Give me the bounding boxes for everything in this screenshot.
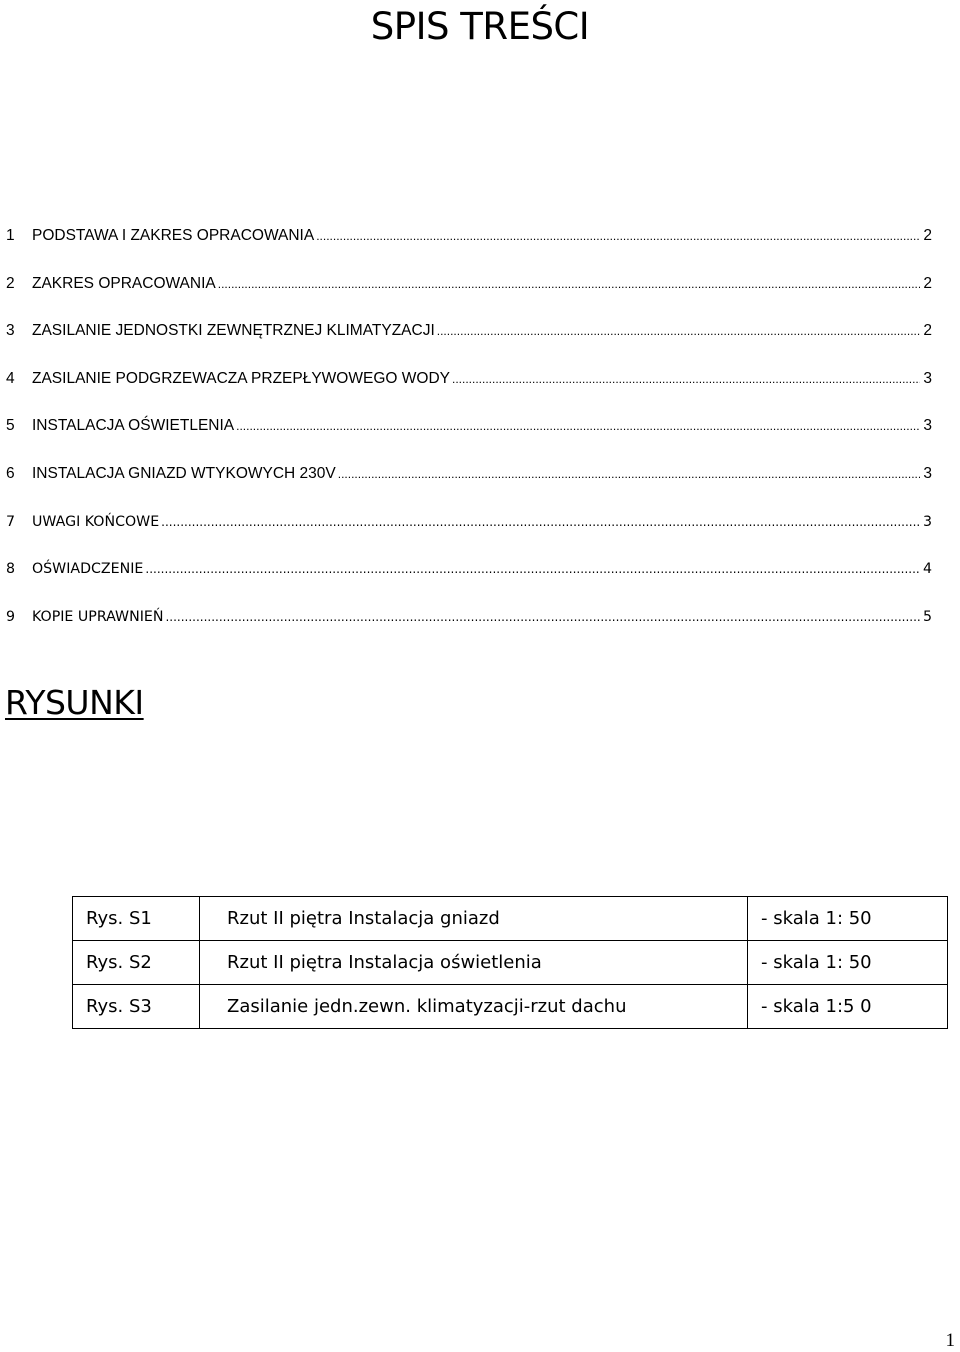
toc-dot-leader	[236, 412, 920, 440]
toc-entry-title: PODSTAWA I ZAKRES OPRACOWANIA	[32, 227, 315, 244]
toc-dot-leader	[338, 460, 920, 488]
toc-entry-number: 8	[6, 561, 16, 578]
table-row	[73, 985, 948, 1029]
drawing-scale: - skala 1: 50	[748, 941, 948, 985]
toc-entry-number: 6	[6, 464, 15, 482]
toc-entry-page: 3	[923, 369, 932, 387]
toc-entry-title: ZAKRES OPRACOWANIA	[32, 274, 216, 292]
toc-dot-leader	[165, 603, 920, 631]
toc-entry-title: ZASILANIE JEDNOSTKI ZEWNĘTRZNEJ KLIMATYZACJI	[32, 322, 435, 340]
table-row	[73, 897, 948, 941]
drawing-number: Rys. S2	[73, 941, 200, 985]
toc-entry-number: 1	[6, 227, 15, 244]
toc-dot-leader	[316, 222, 920, 250]
drawing-number: Rys. S1	[73, 897, 200, 941]
table-of-contents	[6, 222, 932, 650]
toc-entry-title: ZASILANIE PODGRZEWACZA PRZEPŁYWOWEGO WODY	[32, 369, 450, 387]
table-row	[73, 941, 948, 985]
toc-entry[interactable]	[6, 555, 932, 603]
toc-entry-number: 9	[6, 608, 16, 625]
toc-entry-page: 5	[922, 608, 932, 625]
toc-dot-leader	[437, 317, 920, 345]
page-number: 1	[945, 1330, 955, 1351]
toc-entry-number: 4	[6, 369, 15, 387]
toc-entry[interactable]	[6, 460, 932, 508]
toc-entry-page: 2	[923, 227, 932, 244]
drawing-number: Rys. S3	[73, 985, 200, 1029]
toc-entry-number: 7	[6, 513, 16, 530]
toc-entry[interactable]	[6, 508, 932, 556]
drawing-description: Rzut II piętra Instalacja oświetlenia	[200, 941, 748, 985]
toc-entry-title: KOPIE UPRAWNIEŃ	[32, 608, 164, 625]
drawing-scale: - skala 1: 50	[748, 897, 948, 941]
toc-entry-title: INSTALACJA GNIAZD WTYKOWYCH 230V	[32, 464, 336, 482]
toc-dot-leader	[452, 365, 920, 393]
page-title: SPIS TREŚCI	[370, 5, 590, 48]
toc-entry-title: UWAGI KOŃCOWE	[32, 513, 160, 530]
drawings-heading: RYSUNKI	[5, 683, 144, 722]
toc-entry-title: INSTALACJA OŚWIETLENIA	[32, 417, 235, 435]
toc-entry[interactable]	[6, 317, 932, 365]
toc-entry[interactable]	[6, 603, 932, 651]
toc-entry-page: 2	[923, 322, 932, 340]
drawing-scale: - skala 1:5 0	[748, 985, 948, 1029]
toc-entry-number: 2	[6, 274, 15, 292]
toc-entry-page: 3	[923, 417, 932, 435]
toc-dot-leader	[218, 270, 920, 298]
drawings-table	[72, 896, 948, 1029]
toc-entry-page: 2	[923, 274, 932, 292]
toc-entry-page: 4	[922, 561, 932, 578]
drawing-description: Rzut II piętra Instalacja gniazd	[200, 897, 748, 941]
toc-entry[interactable]	[6, 222, 932, 270]
toc-entry-number: 5	[6, 417, 15, 435]
toc-entry[interactable]	[6, 412, 932, 460]
toc-dot-leader	[161, 508, 920, 536]
toc-entry[interactable]	[6, 365, 932, 413]
drawing-description: Zasilanie jedn.zewn. klimatyzacji-rzut dachu	[200, 985, 748, 1029]
toc-entry[interactable]	[6, 270, 932, 318]
toc-entry-page: 3	[922, 513, 932, 530]
toc-entry-page: 3	[923, 464, 932, 482]
toc-entry-number: 3	[6, 322, 15, 340]
toc-dot-leader	[145, 555, 920, 583]
toc-entry-title: OŚWIADCZENIE	[32, 561, 144, 578]
